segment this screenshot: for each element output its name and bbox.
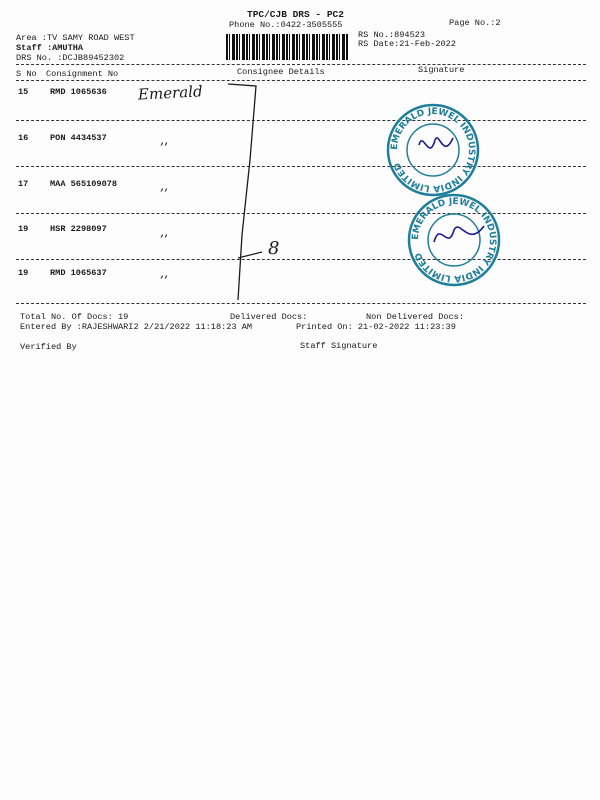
column-header-sno: S No [16,69,37,79]
entered-by: Entered By :RAJESHWARI2 2/21/2022 11:18:23 AM [20,322,253,332]
non-delivered-docs: Non Delivered Docs: [366,312,464,322]
row-consignment: HSR 2298097 [50,224,107,234]
column-header-consignment: Consignment No [46,69,119,79]
drs-number: DRS No. :DCJB89452302 [16,53,125,63]
rs-number: RS No.:894523 [358,30,426,40]
svg-text:EMERALD JEWEL INDUSTRY INDIA L: EMERALD JEWEL INDUSTRY INDIA LIMITED [389,106,477,194]
phone-number: Phone No.:0422-3505555 [229,20,343,30]
column-header-consignee: Consignee Details [237,67,325,77]
document-title: TPC/CJB DRS - PC2 [247,9,344,20]
rs-date: RS Date:21-Feb-2022 [358,39,456,49]
staff-field: Staff :AMUTHA [16,43,84,53]
page-number: Page No.:2 [449,18,501,28]
row-sno: 16 [18,133,29,143]
handwritten-emerald: Emerald [137,82,204,104]
verified-by: Verified By [20,342,77,352]
row-sno: 15 [18,87,29,97]
column-header-signature: Signature [418,65,465,75]
delivered-docs: Delivered Docs: [230,312,308,322]
row-sno: 17 [18,179,29,189]
row-consignment: PON 4434537 [50,133,107,143]
row-sno: 19 [18,268,29,278]
svg-text:EMERALD JEWEL INDUSTRY INDIA L: EMERALD JEWEL INDUSTRY INDIA LIMITED [410,196,498,284]
company-stamp [383,100,483,200]
row-sno: 19 [18,224,29,234]
company-stamp [404,190,504,290]
ditto-mark: ,, [160,133,169,148]
total-docs: Total No. Of Docs: 19 [20,312,129,322]
row-consignment: RMD 1065637 [50,268,107,278]
row-consignment: MAA 565109078 [50,179,118,189]
area-field: Area :TV SAMY ROAD WEST [16,33,135,43]
row-consignment: RMD 1065636 [50,87,107,97]
handwritten-count: 8 [268,238,280,259]
ditto-mark: ,, [160,266,169,281]
staff-signature: Staff Signature [300,341,378,351]
ditto-mark: ,, [160,225,169,240]
printed-on: Printed On: 21-02-2022 11:23:39 [296,322,456,332]
ditto-mark: ,, [160,179,169,194]
